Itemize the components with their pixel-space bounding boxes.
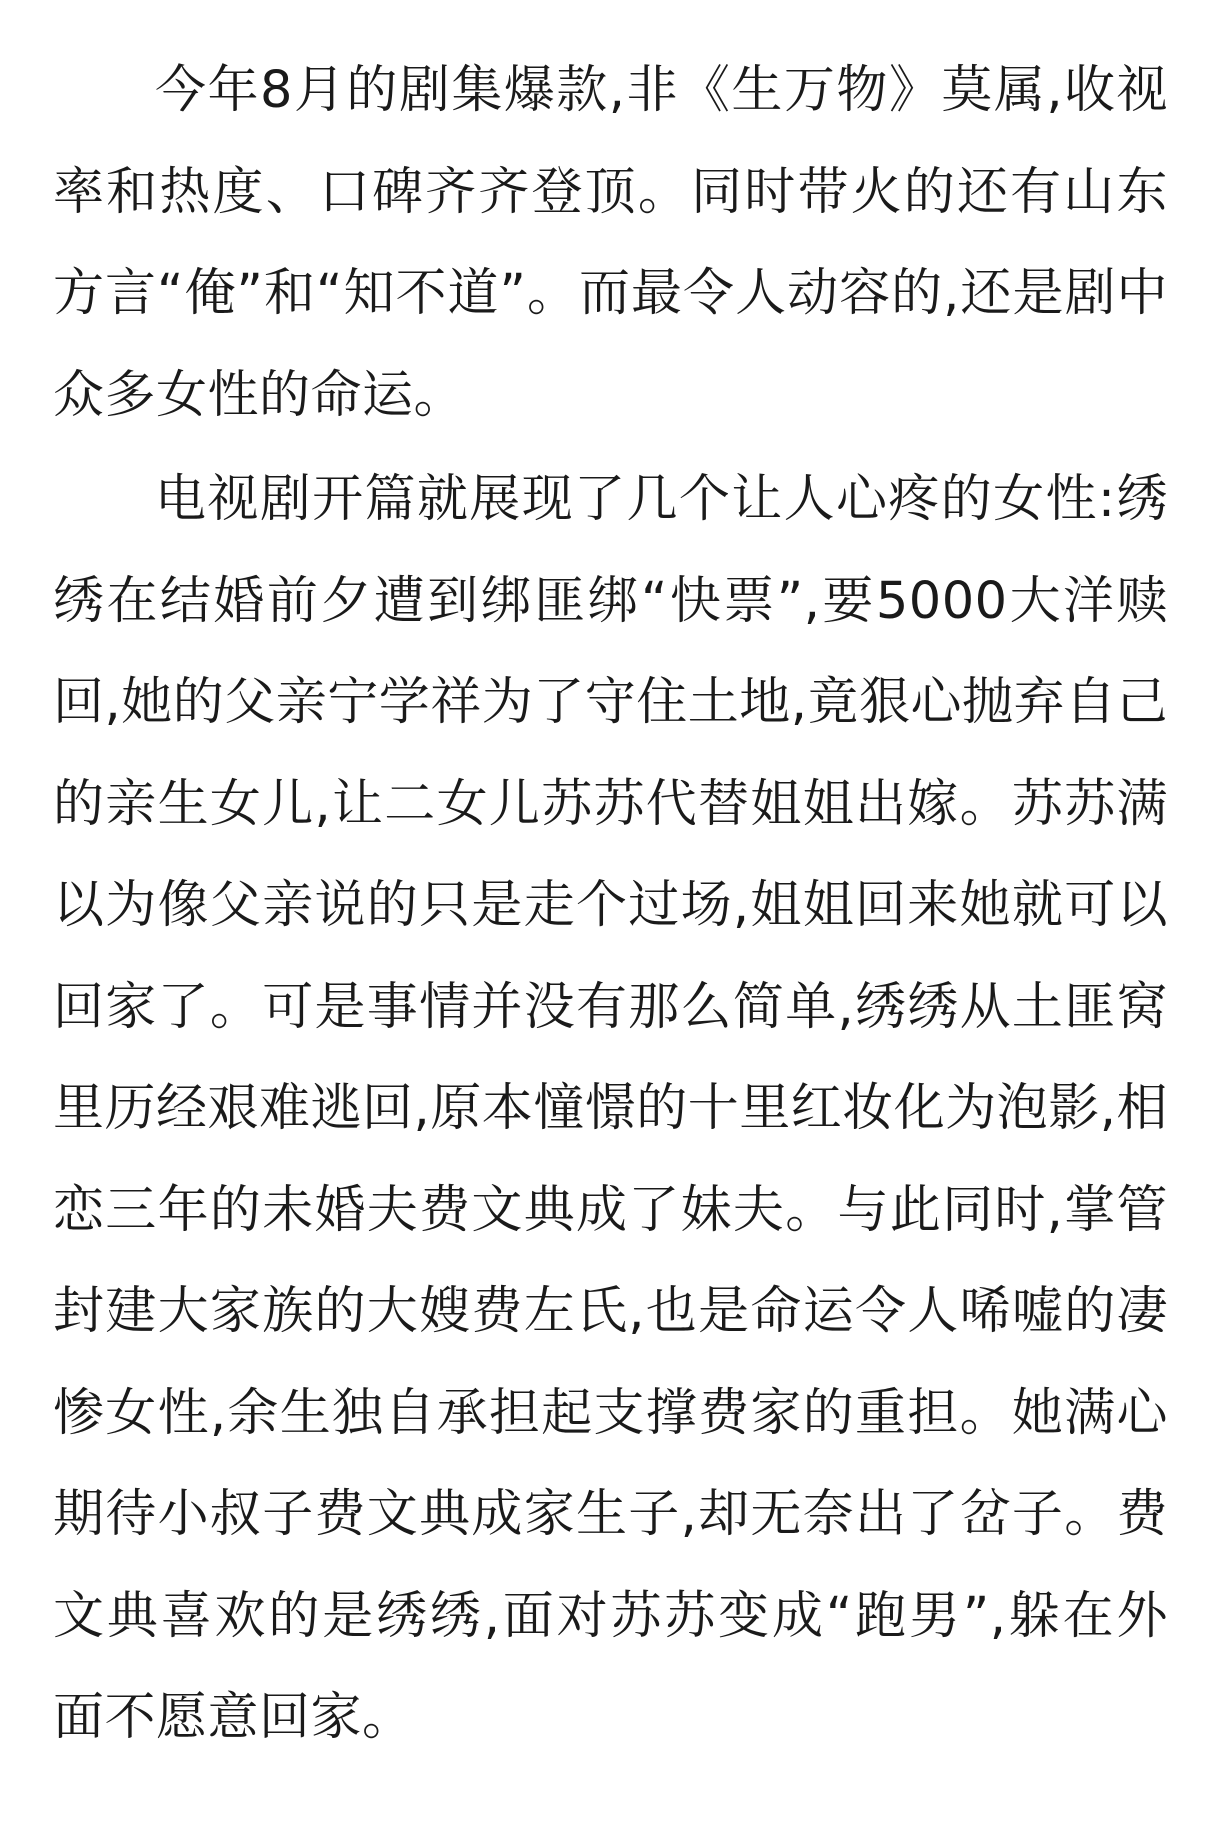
paragraph-2: 电视剧开篇就展现了几个让人心疼的女性:绣绣在结婚前夕遭到绑匪绑“快票”,要5000大洋赎回,她的父亲宁学祥为了守住土地,竟狠心抛弃自己的亲生女儿,让二女儿苏苏代替姐姐出嫁。苏苏满以为像父亲说的只是走个过场,姐姐回来她就可以回家了。可是事情并没有那么简单,绣绣从土匪窝里历经艰难逃回,原本憧憬的十里红妆化为泡影,相恋三年的未婚夫费文典成了妹夫。与此同时,掌管封建大家族的大嫂费左氏,也是命运令人唏嘘的凄惨女性,余生独自承担起支撑费家的重担。她满心期待小叔子费文典成家生子,却无奈出了岔子。费文典喜欢的是绣绣,面对苏苏变成“跑男”,躲在外面不愿意回家。 <box>53 470 1168 1747</box>
article-body <box>53 40 1168 1769</box>
paragraph-1: 今年8月的剧集爆款,非《生万物》莫属,收视率和热度、口碑齐齐登顶。同时带火的还有山东方言“俺”和“知不道”。而最令人动容的,还是剧中众多女性的命运。 <box>53 61 1168 425</box>
